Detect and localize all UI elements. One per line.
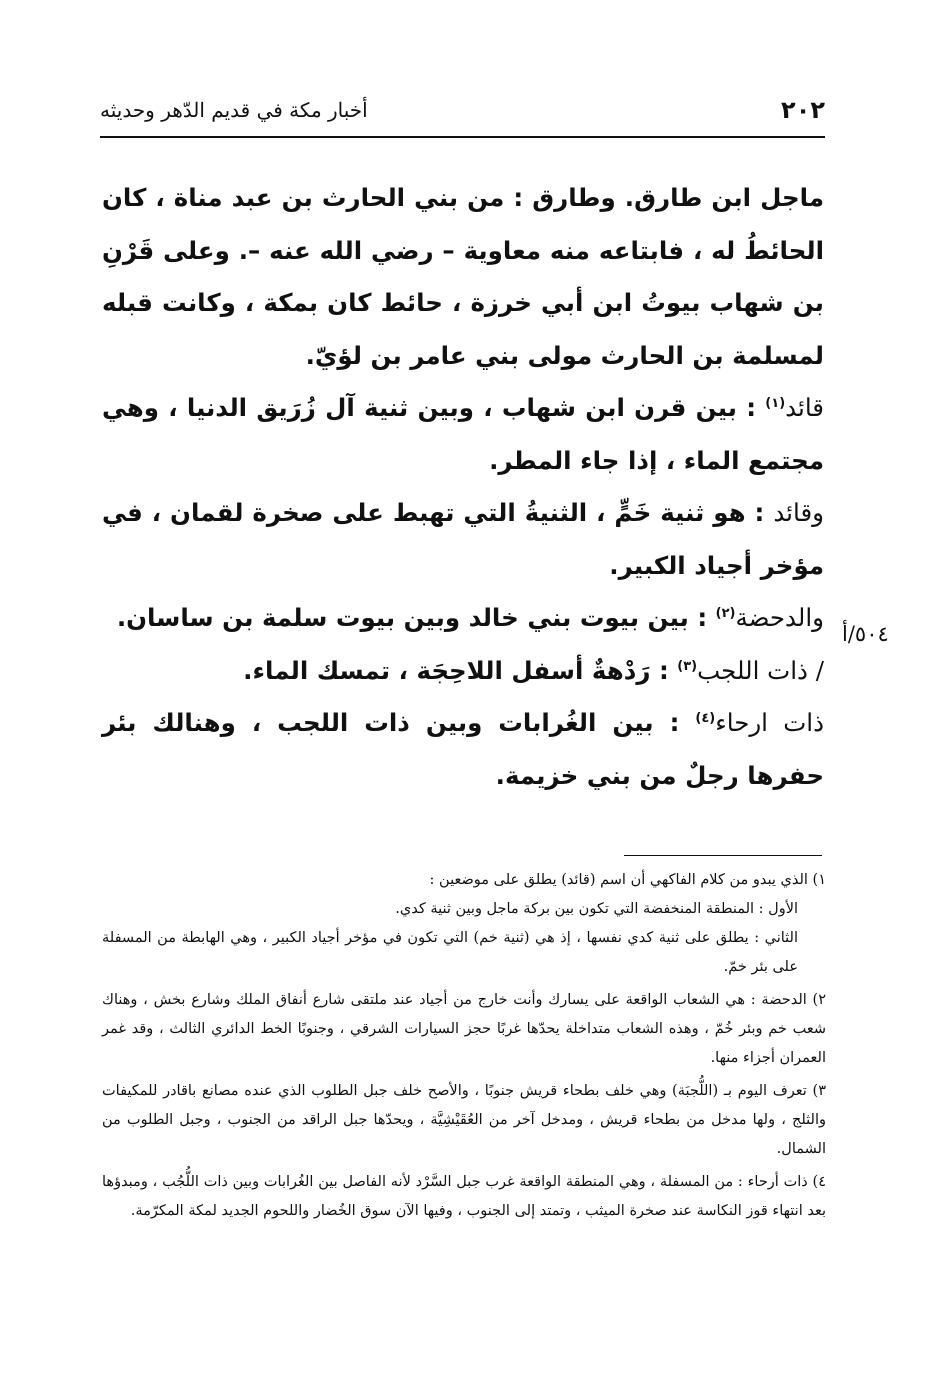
header-rule [100,136,825,138]
paragraph-5 [102,645,824,698]
entry-term: قائد [785,393,824,422]
entry-term: ذات اللجب [697,655,808,685]
footnote-ref-4: (٤) [695,710,716,726]
paragraph-3 [102,487,824,592]
footnote-ref-2: (٢) [715,605,736,621]
footnote-ref-1: (١) [765,395,786,411]
entry-term: والدحضة [735,603,824,632]
page-header [100,96,825,132]
footnote-ref-3: (٣) [677,658,698,674]
footnote-2: ٢) الدحضة : هي الشعاب الواقعة على يسارك وأنت خارج من أجياد عند ملتقى شارع أنفاق الملك وشارع بخش ، وهناك شعب خم وبئر خُمّ ، وهذه الشعاب متداخلة يحدّها غربًا حجز السيارات الشرقي ، وجنوبًا الخط الدائري الثالث ، وقد غمر العمران أجزاء منها. [102,992,826,1066]
page-number: ٢٠٢ [781,96,825,124]
entry-text: : بين قرن ابن شهاب ، وبين ثنية آل زُرَيق الدنيا ، وهي مجتمع الماء ، إذا جاء المطر. [102,393,824,475]
entry-term: وقائد [773,498,824,527]
paragraph-4 [102,592,824,645]
folio-marker: / [807,655,824,685]
footnote-separator [624,855,822,856]
footnote-1-line-2: الأول : المنطقة المنخفضة التي تكون بين بركة ماجل وبين ثنية كدي. [395,901,798,917]
entry-text: : بين بيوت بني خالد وبين بيوت سلمة بن ساسان. [116,603,716,632]
entry-text: : رَدْهةٌ أسفل اللاحِجَة ، تمسك الماء. [243,655,678,685]
footnote-1 [102,866,826,982]
paragraph-2 [102,382,824,487]
running-title: أخبار مكة في قديم الدّهر وحديثه [100,98,368,122]
manuscript-folio-ref: ٥٠٤/أ [842,622,889,646]
footnote-3: ٣) تعرف اليوم بـ (اللُّجبَة) وهي خلف بطحاء قريش جنوبًا ، والأصح خلف جبل الطلوب الذي عنده مصانع باقادر للمكيفات والثلج ، ولها مدخل من بطحاء قريش ، ومدخل آخر من العُقَيْشِيَّة ، ويحدّها جبل الراقد من الجنوب ، وجبل الطلوب من الشمال. [102,1083,826,1157]
main-text [102,172,824,802]
paragraph-6 [102,697,824,802]
entry-term: ذات ارحاء [715,708,824,737]
footnote-1-line-3: الثاني : يطلق على ثنية كدي نفسها ، إذ هي (ثنية خم) التي تكون في مؤخر أجياد الكبير ، وهي الهابطة من المسفلة على بئر خمّ. [102,930,798,975]
footnote-1-line-1: ١) الذي يبدو من كلام الفاكهي أن اسم (قائد) يطلق على موضعين : [429,872,826,888]
entry-text: : هو ثنية خَمٍّ ، الثنيةُ التي تهبط على صخرة لقمان ، في مؤخر أجياد الكبير. [102,498,824,580]
footnote-4: ٤) ذات أرحاء : من المسفلة ، وهي المنطقة الواقعة غرب جبل السَّرْد لأنه الفاصل بين الغُرابات وبين ذات اللُّجُب ، ومبدؤها بعد انتهاء قوز النكاسة عند صخرة الميثب ، وتمتد إلى الجنوب ، وفيها الآن سوق الخُضار واللحوم الجديد لمكة المكرّمة. [102,1174,826,1219]
paragraph-1: ماجل ابن طارق. وطارق : من بني الحارث بن عبد مناة ، كان الحائطُ له ، فابتاعه منه معاوية – رضي الله عنه –. وعلى قَرْنِ بن شهاب بيوتُ ابن أبي خرزة ، حائط كان بمكة ، وكانت قبله لمسلمة بن الحارث مولى بني عامر بن لؤيّ. [102,183,824,370]
entry-text: : بين الغُرابات وبين ذات اللجب ، وهنالك بئر حفرها رجلٌ من بني خزيمة. [102,708,824,790]
footnotes [102,866,826,1230]
